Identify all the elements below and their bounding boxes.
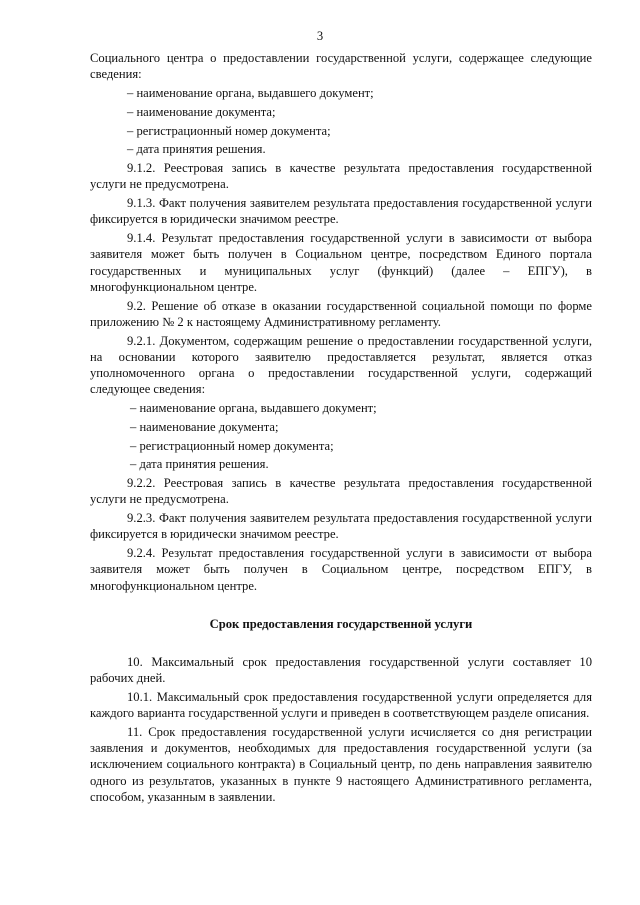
list-item: – наименование органа, выдавшего документ; <box>130 401 377 415</box>
paragraph-9-2-1: 9.2.1. Документом, содержащим решение о предоставлении государственной услуги, на основании которого заявителю предоставляется результат, является отказ уполномоченного органа о предоставлении государственной услуги, содержащий следующее сведения: <box>90 333 592 397</box>
paragraph-11: 11. Срок предоставления государственной услуги исчисляется со дня регистрации заявления и документов, необходимых для предоставления государственной услуги (за исключением социального контракта) в Социальный центр, по день направления заявителю одного из результатов, указанных в пункте 9 настоящего Административного регламента, способом, указанным в заявлении. <box>90 725 592 804</box>
document-body <box>90 50 592 805</box>
list-item: – наименование документа; <box>127 104 276 119</box>
paragraph-intro: Социального центра о предоставлении государственной услуги, содержащее следующие сведения: <box>90 51 592 82</box>
page-number: 3 <box>316 29 324 43</box>
list-item: – наименование документа; <box>130 419 279 434</box>
info-list-2 <box>90 400 592 473</box>
paragraph-9-2-2: 9.2.2. Реестровая запись в качестве результата предоставления государственной услуги не предусмотрена. <box>90 476 592 507</box>
list-item: – дата принятия решения. <box>130 457 269 472</box>
paragraph-9-2-3: 9.2.3. Факт получения заявителем результата предоставления государственной услуги фиксируется в юридически значимом реестре. <box>90 511 592 542</box>
info-list-1 <box>90 85 592 158</box>
paragraph-9-1-4: 9.1.4. Результат предоставления государственной услуги в зависимости от выбора заявителя может быть получен в Социальном центре, посредством Единого портала государственных и муниципальных услуг (функций) (далее – ЕПГУ), в многофункциональном центре. <box>90 231 592 294</box>
paragraph-9-1-3: 9.1.3. Факт получения заявителем результата предоставления государственной услуги фиксируется в юридически значимом реестре. <box>90 196 592 227</box>
paragraph-10: 10. Максимальный срок предоставления государственной услуги составляет 10 рабочих дней. <box>90 655 592 686</box>
list-item: – дата принятия решения. <box>127 142 266 157</box>
list-item: – наименование органа, выдавшего документ; <box>127 86 374 100</box>
list-item: – регистрационный номер документа; <box>127 123 331 138</box>
section-heading: Срок предоставления государственной услуги <box>209 616 473 631</box>
list-item: – регистрационный номер документа; <box>130 438 334 453</box>
paragraph-9-1-2: 9.1.2. Реестровая запись в качестве результата предоставления государственной услуги не предусмотрена. <box>90 161 592 192</box>
paragraph-10-1: 10.1. Максимальный срок предоставления государственной услуги определяется для каждого варианта государственной услуги и приведен в соответствующем разделе описания. <box>90 690 592 721</box>
paragraph-9-2: 9.2. Решение об отказе в оказании государственной социальной помощи по форме приложению № 2 к настоящему Административному регламенту. <box>90 298 592 329</box>
paragraph-9-2-4: 9.2.4. Результат предоставления государственной услуги в зависимости от выбора заявителя может быть получен в Социальном центре, посредством ЕПГУ, в многофункциональном центре. <box>90 546 592 593</box>
